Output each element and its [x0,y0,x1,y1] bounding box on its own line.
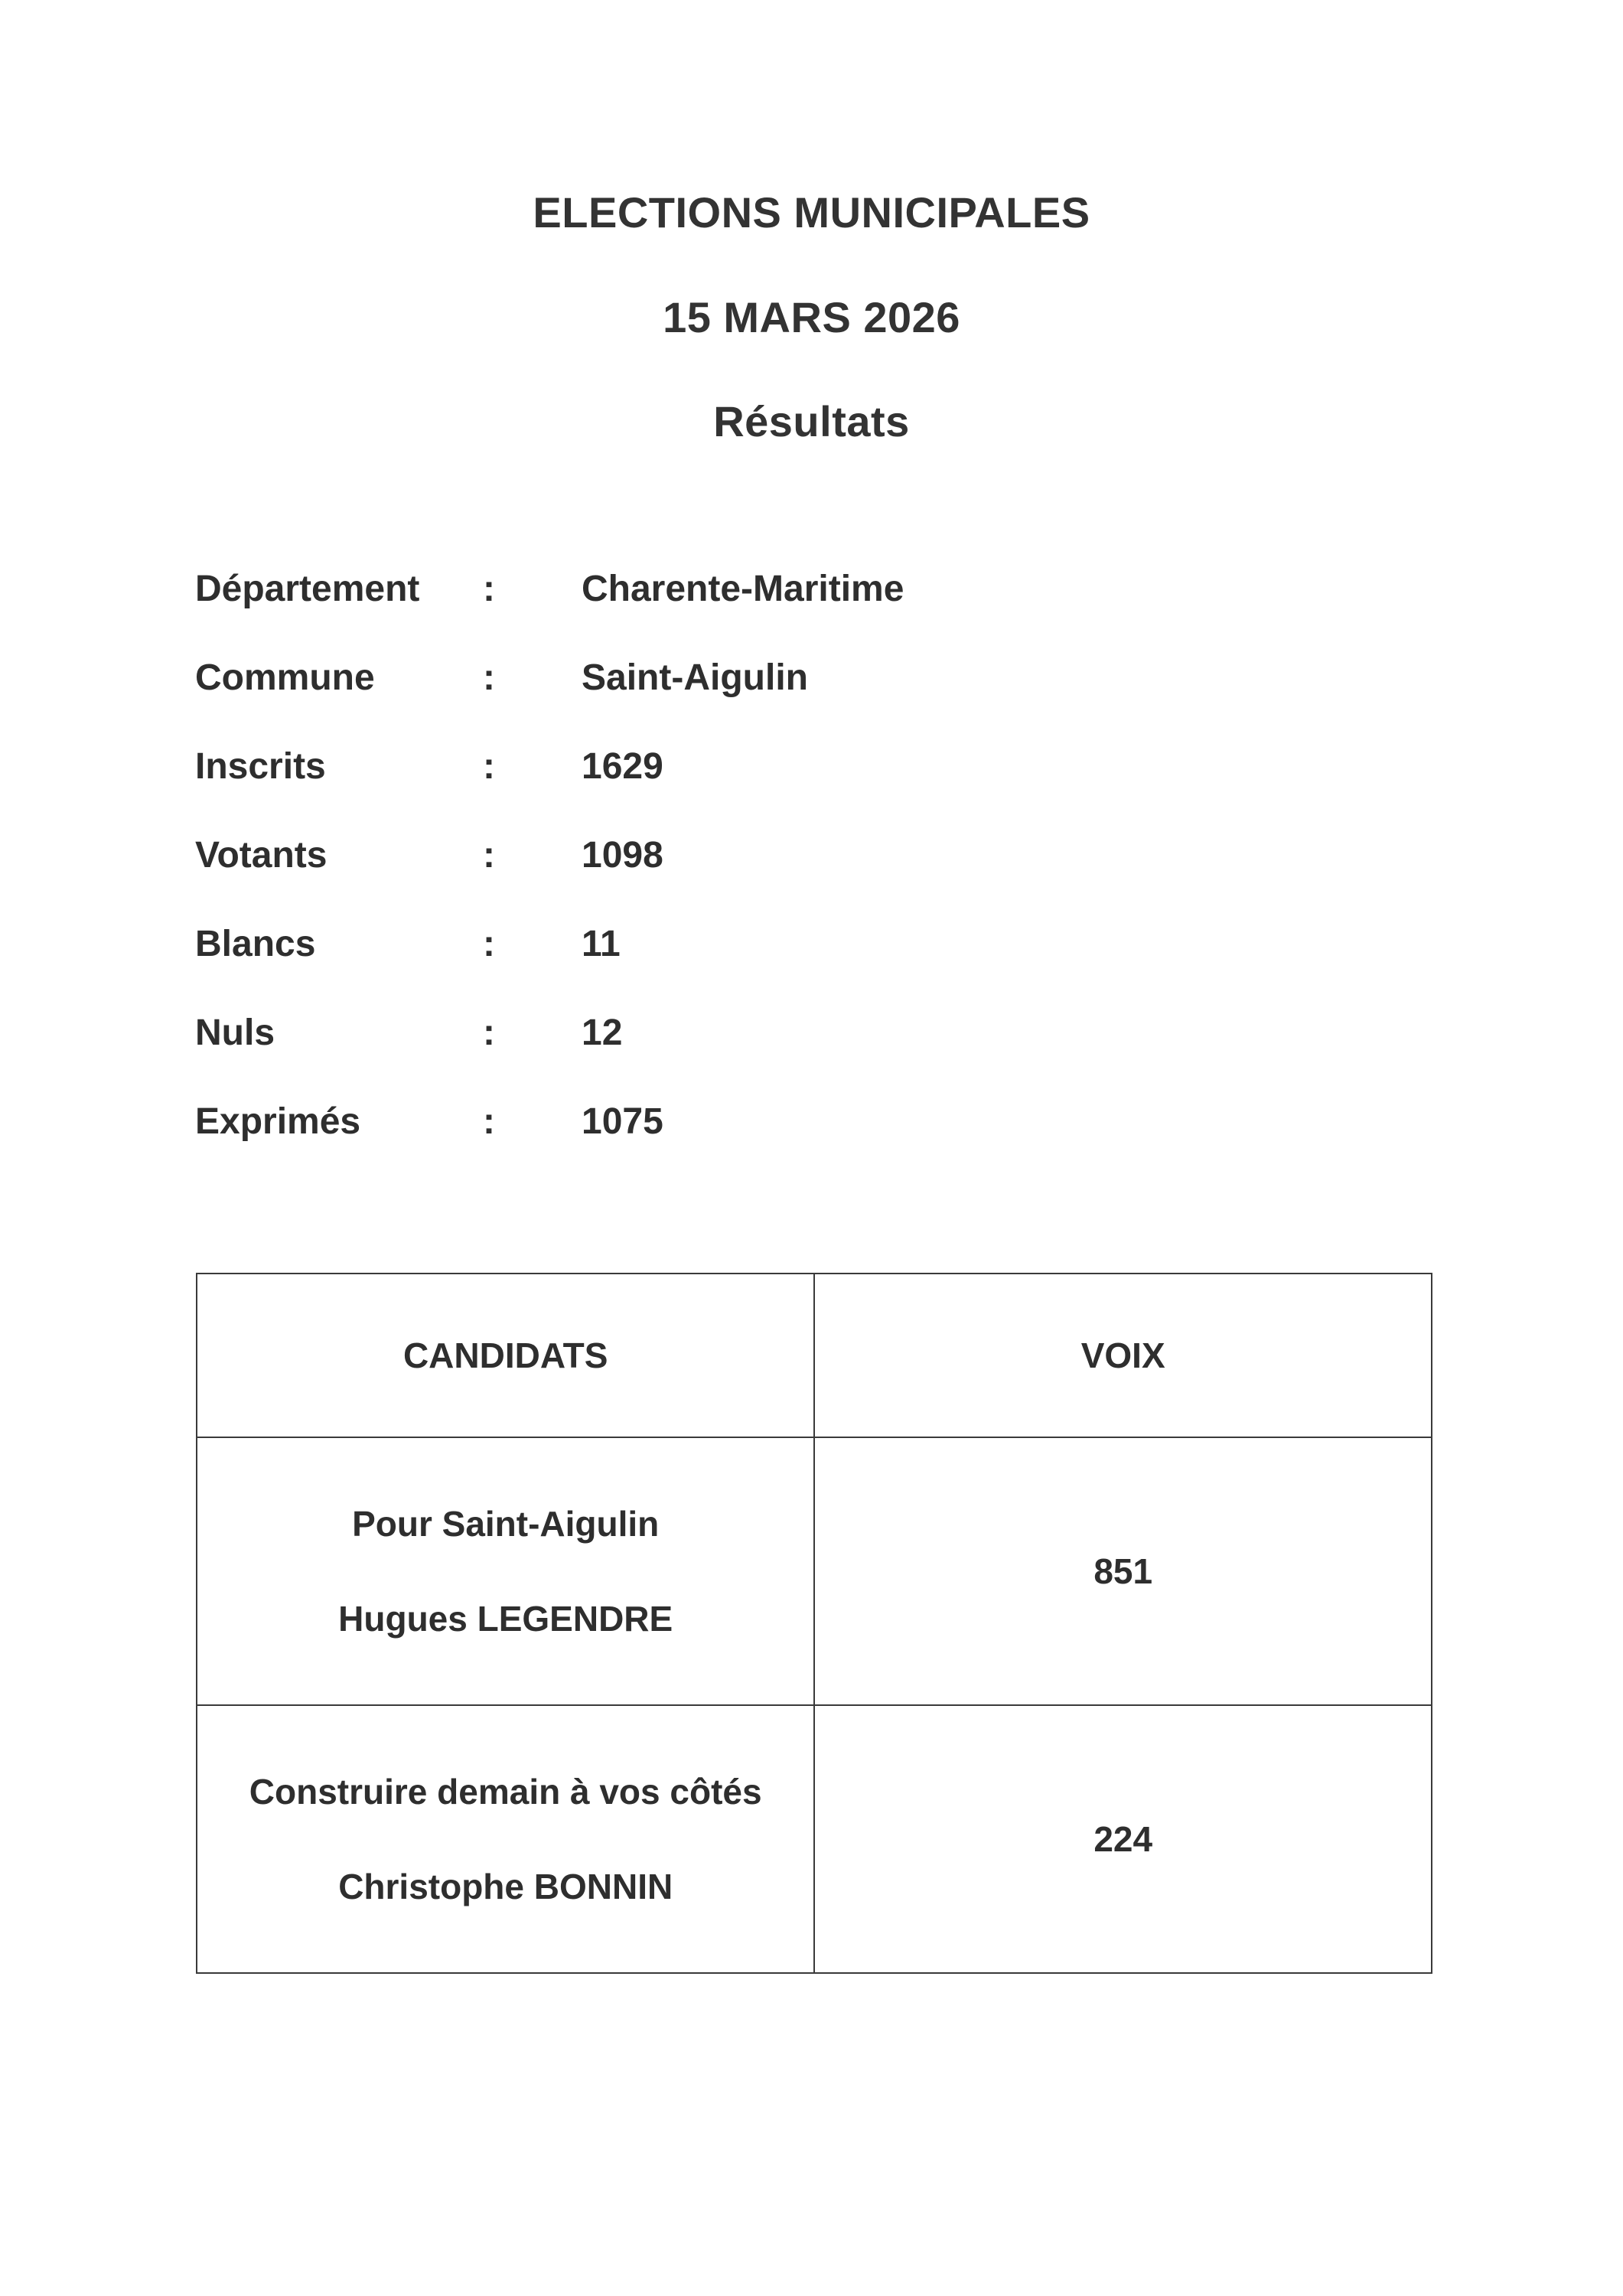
info-value: 12 [582,1013,623,1053]
info-row-inscrits [195,745,1343,799]
list-head-name: Hugues LEGENDRE [338,1599,673,1639]
info-value: 1098 [582,835,663,876]
info-separator: : [483,657,495,698]
header-candidats: CANDIDATS [197,1274,814,1437]
document-title: ELECTIONS MUNICIPALES [533,188,1090,236]
info-separator: : [483,1013,495,1053]
table-row [197,1705,1432,1973]
info-separator: : [483,569,495,609]
results-table [196,1273,1432,1974]
info-value: Charente-Maritime [582,569,904,609]
document-subtitle: Résultats [713,397,910,445]
info-value: 1075 [582,1101,663,1142]
table-header-row [197,1274,1432,1437]
info-value: 1629 [582,746,663,787]
table-row [197,1437,1432,1705]
info-row-commune [195,657,1343,710]
info-separator: : [483,746,495,787]
list-name: Pour Saint-Aigulin [352,1504,660,1544]
info-row-nuls [195,1012,1343,1065]
info-separator: : [483,1101,495,1142]
info-value: 11 [582,924,621,964]
info-label: Commune [195,657,375,698]
info-label: Département [195,569,420,609]
candidate-cell [197,1437,814,1705]
info-separator: : [483,835,495,876]
info-row-votants [195,834,1343,888]
info-label: Inscrits [195,746,326,787]
info-row-departement [195,568,1343,621]
list-head-name: Christophe BONNIN [338,1867,673,1906]
info-label: Exprimés [195,1101,361,1142]
info-row-exprimes [195,1101,1343,1154]
votes-cell: 224 [814,1705,1432,1973]
info-label: Votants [195,835,328,876]
candidate-cell [197,1705,814,1973]
info-row-blancs [195,923,1343,977]
info-separator: : [483,924,495,964]
votes-cell: 851 [814,1437,1432,1705]
info-label: Blancs [195,924,316,964]
info-label: Nuls [195,1013,275,1053]
header-voix: VOIX [814,1274,1432,1437]
election-date: 15 MARS 2026 [663,293,960,341]
info-value: Saint-Aigulin [582,657,808,698]
list-name: Construire demain à vos côtés [249,1772,762,1812]
